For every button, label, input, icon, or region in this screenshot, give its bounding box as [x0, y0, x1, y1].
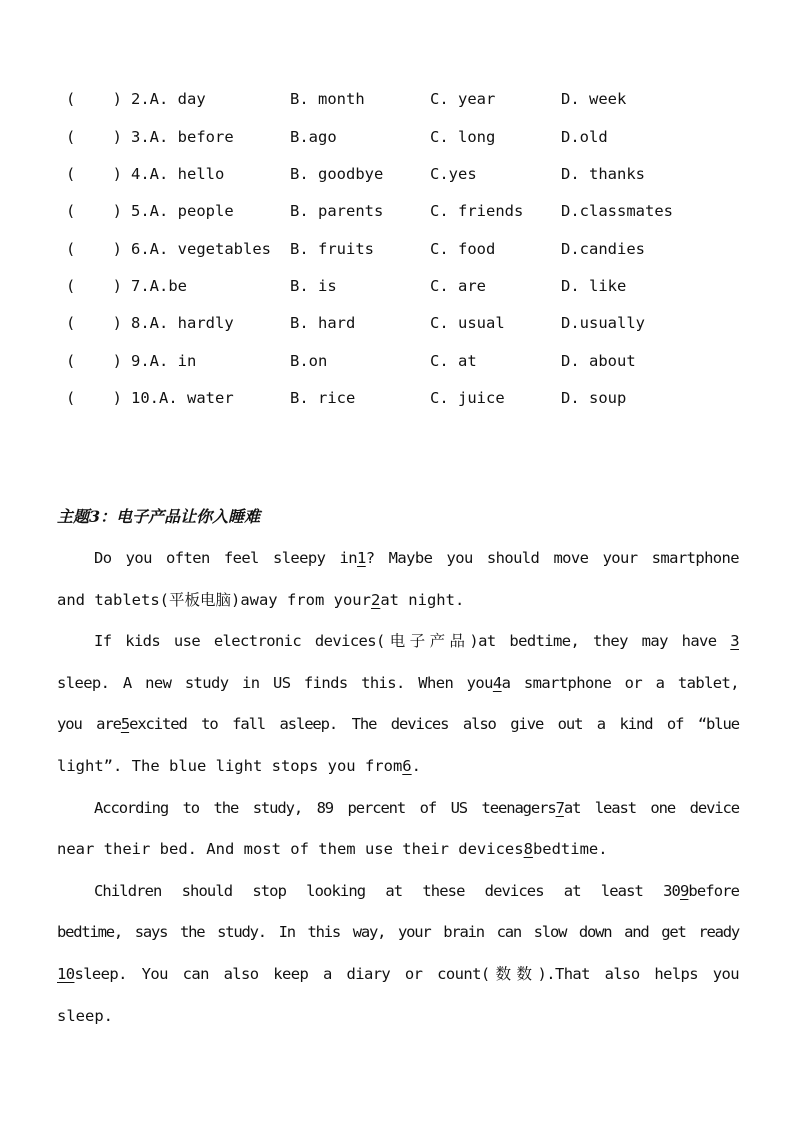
passage-text: excited to fall asleep. The devices also give out a kind of “blue [129, 715, 739, 733]
option-a: 8.A. hardly [131, 314, 234, 332]
passage-line [57, 670, 739, 696]
passage-line [57, 753, 739, 779]
option-row-4 [0, 162, 794, 186]
option-d: D. like [561, 277, 627, 295]
option-a: 9.A. in [131, 352, 197, 370]
passage-line [57, 836, 739, 862]
option-row-10 [0, 386, 794, 410]
option-a: 6.A. vegetables [131, 240, 271, 258]
option-b: B. hard [290, 314, 356, 332]
passage-text: light”. The blue light stops you from [57, 757, 403, 775]
answer-bracket[interactable]: ( ) [66, 277, 122, 295]
answer-bracket[interactable]: ( ) [66, 128, 122, 146]
passage-text: ? Maybe you should move your smartphone [365, 549, 739, 567]
blank-3[interactable]: 3 [730, 632, 739, 650]
blank-1[interactable]: 1 [357, 549, 366, 567]
passage-line [57, 587, 739, 613]
passage-line [94, 878, 739, 904]
passage-text: bedtime. [532, 840, 608, 858]
blank-9[interactable]: 9 [679, 882, 689, 900]
blank-2[interactable]: 2 [370, 591, 381, 609]
option-row-9 [0, 349, 794, 373]
passage-text: sleep. A new study in US finds this. When you [57, 674, 493, 692]
option-b: B. month [290, 90, 365, 108]
passage-line [94, 795, 739, 821]
passage-text: bedtime, says the study. In this way, your brain can slow down and get ready [57, 923, 739, 941]
passage-line [94, 628, 739, 654]
answer-bracket[interactable]: ( ) [66, 90, 122, 108]
passage-line [57, 711, 739, 737]
passage-text: sleep. [57, 1007, 113, 1025]
blank-5[interactable]: 5 [120, 715, 130, 733]
passage-text: . [411, 757, 421, 775]
option-d: D. week [561, 90, 627, 108]
option-row-2 [0, 87, 794, 111]
option-b: B. is [290, 277, 337, 295]
option-b: B. goodbye [290, 165, 384, 183]
passage-text: and tablets(平板电脑)away from your [57, 591, 371, 609]
passage-line [57, 1003, 739, 1029]
passage-line [57, 961, 739, 987]
option-c: C. juice [430, 389, 505, 407]
answer-bracket[interactable]: ( ) [66, 352, 122, 370]
option-c: C. food [430, 240, 496, 258]
option-a: 5.A. people [131, 202, 234, 220]
option-c: C.yes [430, 165, 477, 183]
passage-text: at least one device [563, 799, 740, 817]
section-heading: 主题3：电子产品让你入睡难 [57, 507, 261, 526]
blank-8[interactable]: 8 [523, 840, 533, 858]
option-a: 4.A. hello [131, 165, 225, 183]
passage-text: near their bed. And most of them use their devices [57, 840, 524, 858]
option-a: 2.A. day [131, 90, 206, 108]
option-a: 3.A. before [131, 128, 234, 146]
passage-text: Children should stop looking at these devices at least 30 [94, 882, 680, 900]
passage-text: you are [57, 715, 121, 733]
option-b: B.ago [290, 128, 337, 146]
answer-bracket[interactable]: ( ) [66, 240, 122, 258]
option-d: D.classmates [561, 202, 673, 220]
option-c: C. long [430, 128, 496, 146]
passage-text: a smartphone or a tablet, [501, 674, 740, 692]
option-b: B. rice [290, 389, 356, 407]
option-d: D. thanks [561, 165, 645, 183]
answer-bracket[interactable]: ( ) [66, 389, 122, 407]
option-b: B. parents [290, 202, 384, 220]
option-row-3 [0, 125, 794, 149]
option-d: D. about [561, 352, 636, 370]
option-d: D.usually [561, 314, 645, 332]
option-c: C. usual [430, 314, 505, 332]
option-a: 7.A.be [131, 277, 187, 295]
passage-text: at night. [380, 591, 465, 609]
option-row-7 [0, 274, 794, 298]
option-row-5 [0, 199, 794, 223]
passage-text: sleep. You can also keep a diary or count(数数).That also helps you [74, 965, 739, 983]
blank-10[interactable]: 10 [57, 965, 75, 983]
passage-text: Do you often feel sleepy in [94, 549, 358, 567]
passage-text: If kids use electronic devices(电子产品)at bedtime, they may have [94, 632, 731, 650]
option-d: D.old [561, 128, 608, 146]
passage-text: before [688, 882, 739, 900]
passage-text: According to the study, 89 percent of US teenagers [94, 799, 556, 817]
option-b: B.on [290, 352, 328, 370]
answer-bracket[interactable]: ( ) [66, 314, 122, 332]
blank-7[interactable]: 7 [555, 799, 564, 817]
option-row-8 [0, 311, 794, 335]
passage-line [94, 545, 739, 571]
option-a: 10.A. water [131, 389, 234, 407]
passage-line [57, 919, 739, 945]
blank-6[interactable]: 6 [402, 757, 412, 775]
option-c: C. year [430, 90, 496, 108]
blank-4[interactable]: 4 [492, 674, 502, 692]
option-c: C. friends [430, 202, 524, 220]
option-d: D.candies [561, 240, 645, 258]
option-c: C. are [430, 277, 486, 295]
option-b: B. fruits [290, 240, 374, 258]
option-c: C. at [430, 352, 477, 370]
option-row-6 [0, 237, 794, 261]
answer-bracket[interactable]: ( ) [66, 165, 122, 183]
answer-bracket[interactable]: ( ) [66, 202, 122, 220]
option-d: D. soup [561, 389, 627, 407]
